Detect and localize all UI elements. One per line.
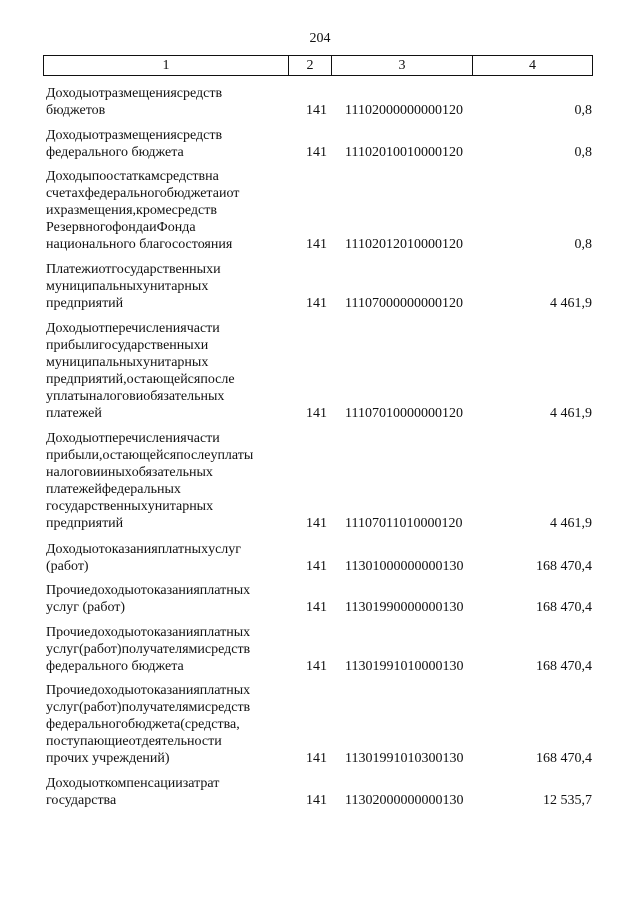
- word: платных: [199, 625, 251, 640]
- word: услуг: [46, 642, 79, 657]
- admin-code: 141: [306, 600, 327, 615]
- amount: 168 470,4: [536, 659, 592, 674]
- admin-code: 141: [306, 237, 327, 252]
- amount: 4 461,9: [550, 406, 592, 421]
- row-description: [46, 430, 283, 532]
- word: прибыли: [46, 338, 99, 353]
- word: средств: [159, 169, 206, 184]
- amount: 168 470,4: [536, 559, 592, 574]
- word: Прочие: [46, 625, 91, 640]
- word: остающейся: [102, 448, 177, 463]
- description-line: [46, 733, 283, 750]
- word: муниципальных: [46, 355, 143, 370]
- word: доходы: [90, 625, 134, 640]
- admin-code: 141: [306, 103, 327, 118]
- description-line: предприятий: [46, 516, 124, 531]
- word: иных: [100, 465, 132, 480]
- word: услуг: [208, 542, 242, 557]
- word: деятельности: [141, 734, 222, 749]
- budget-code: 11301991010000130: [345, 659, 464, 674]
- description-line: [46, 582, 283, 599]
- word: Доходы: [46, 128, 92, 143]
- row-description: [46, 582, 283, 616]
- description-line: [46, 388, 283, 405]
- word: платных: [199, 583, 251, 598]
- word: услуг: [46, 700, 79, 715]
- description-line: (работ): [46, 559, 89, 574]
- description-line: бюджетов: [46, 103, 106, 118]
- row-description: [46, 85, 283, 119]
- row-description: [46, 775, 283, 809]
- row-description: [46, 127, 283, 161]
- row-description: [46, 624, 283, 675]
- word: бюджета: [166, 186, 219, 201]
- description-line: федерального бюджета: [46, 145, 184, 160]
- budget-code: 11302000000000130: [345, 793, 464, 808]
- word: на: [205, 169, 219, 184]
- description-line: [46, 354, 283, 371]
- table-row: [0, 85, 640, 119]
- description-line: [46, 85, 283, 102]
- word: Доходы: [46, 169, 92, 184]
- word: государственных: [46, 499, 148, 514]
- word: размещения: [104, 86, 177, 101]
- word: Платежи: [46, 262, 99, 277]
- word: средств: [204, 642, 251, 657]
- row-description: [46, 261, 283, 312]
- description-line: [46, 168, 283, 185]
- word: и: [213, 262, 221, 277]
- budget-code: 11301991010300130: [345, 751, 464, 766]
- word: средств: [171, 203, 217, 218]
- word: Доходы: [46, 776, 92, 791]
- word: унитарных: [142, 355, 209, 370]
- description-line: [46, 185, 283, 202]
- table-row: [0, 320, 640, 422]
- word: Доходы: [46, 86, 92, 101]
- word: федеральных: [101, 482, 181, 497]
- word: средств: [176, 86, 223, 101]
- word: затрат: [182, 776, 220, 791]
- admin-code: 141: [306, 793, 327, 808]
- table-row: [0, 582, 640, 616]
- word: от: [91, 128, 105, 143]
- table-row: [0, 127, 640, 161]
- amount: 0,8: [574, 237, 592, 252]
- word: и: [92, 465, 101, 480]
- word: и: [200, 338, 209, 353]
- word: части: [186, 431, 220, 446]
- table-row: [0, 430, 640, 532]
- word: и: [149, 220, 157, 235]
- description-line: национального благосостояния: [46, 237, 233, 252]
- table-row: [0, 261, 640, 312]
- word: по: [91, 169, 107, 184]
- description-line: [46, 641, 283, 658]
- word: от: [133, 583, 147, 598]
- word: федерального: [46, 717, 129, 732]
- word: и: [135, 389, 144, 404]
- row-description: [46, 320, 283, 422]
- budget-code: 11301000000000130: [345, 559, 464, 574]
- description-line: [46, 682, 283, 699]
- word: перечисления: [104, 431, 187, 446]
- amount: 4 461,9: [550, 516, 592, 531]
- description-line: федерального бюджета: [46, 659, 184, 674]
- description-line: [46, 430, 283, 447]
- word: уплаты: [46, 389, 89, 404]
- word: Доходы: [46, 431, 92, 446]
- word: (средства,: [180, 717, 240, 732]
- amount: 0,8: [574, 103, 592, 118]
- header-col-3: 3: [398, 58, 406, 73]
- word: от: [91, 86, 105, 101]
- word: обязательных: [131, 465, 213, 480]
- word: размещения,: [60, 203, 137, 218]
- word: оказания: [104, 542, 158, 557]
- word: компенсации: [104, 776, 183, 791]
- word: от: [91, 321, 105, 336]
- description-line: [46, 716, 283, 733]
- table-row: [0, 168, 640, 253]
- description-line: [46, 202, 283, 219]
- description-line: прочих учреждений): [46, 751, 170, 766]
- word: государственных: [111, 262, 214, 277]
- word: размещения: [104, 128, 177, 143]
- word: от: [91, 542, 105, 557]
- row-description: [46, 168, 283, 253]
- admin-code: 141: [306, 751, 327, 766]
- word: средств: [176, 128, 223, 143]
- word: кроме: [136, 203, 172, 218]
- description-line: государства: [46, 793, 117, 808]
- table-row: [0, 682, 640, 767]
- word: фонда: [112, 220, 150, 235]
- word: Резервного: [46, 220, 113, 235]
- word: их: [46, 203, 61, 218]
- description-line: [46, 371, 283, 388]
- table-row: [0, 775, 640, 809]
- word: унитарных: [147, 499, 214, 514]
- word: Доходы: [46, 321, 92, 336]
- word: Прочие: [46, 683, 91, 698]
- word: от: [91, 776, 105, 791]
- amount: 168 470,4: [536, 751, 592, 766]
- description-line: [46, 464, 283, 481]
- word: платных: [157, 542, 209, 557]
- description-line: [46, 699, 283, 716]
- description-line: [46, 481, 283, 498]
- amount: 4 461,9: [550, 296, 592, 311]
- word: получателями: [121, 642, 205, 657]
- description-line: услуг (работ): [46, 600, 126, 615]
- budget-code: 11102012010000120: [345, 237, 463, 252]
- description-line: [46, 320, 283, 337]
- word: предприятий,: [46, 372, 127, 387]
- amount: 0,8: [574, 145, 592, 160]
- word: средств: [204, 700, 251, 715]
- header-col-1: 1: [162, 58, 170, 73]
- word: налогов: [46, 465, 93, 480]
- word: от: [133, 683, 147, 698]
- word: (работ): [78, 700, 122, 715]
- word: доходы: [90, 683, 134, 698]
- word: платных: [199, 683, 251, 698]
- admin-code: 141: [306, 145, 327, 160]
- word: остаткам: [106, 169, 160, 184]
- word: (работ): [78, 642, 122, 657]
- description-line: [46, 541, 283, 558]
- word: уплаты: [210, 448, 254, 463]
- page-number: 204: [309, 31, 331, 46]
- word: от: [91, 431, 105, 446]
- word: от: [98, 262, 112, 277]
- word: доходы: [90, 583, 134, 598]
- budget-code: 11301990000000130: [345, 600, 464, 615]
- word: и: [218, 186, 227, 201]
- description-line: [46, 447, 283, 464]
- budget-code: 11107011010000120: [345, 516, 463, 531]
- row-description: [46, 682, 283, 767]
- word: Доходы: [46, 542, 92, 557]
- budget-code: 11107000000000120: [345, 296, 463, 311]
- admin-code: 141: [306, 406, 327, 421]
- word: после: [176, 448, 211, 463]
- table-header: [43, 55, 593, 76]
- admin-code: 141: [306, 559, 327, 574]
- word: оказания: [146, 625, 200, 640]
- word: унитарных: [142, 279, 209, 294]
- description-line: [46, 337, 283, 354]
- budget-code: 11107010000000120: [345, 406, 463, 421]
- description-line: [46, 624, 283, 641]
- description-line: [46, 127, 283, 144]
- budget-code: 11102000000000120: [345, 103, 463, 118]
- table-row: [0, 624, 640, 675]
- word: оказания: [146, 683, 200, 698]
- word: от: [226, 186, 240, 201]
- word: перечисления: [104, 321, 187, 336]
- admin-code: 141: [306, 296, 327, 311]
- word: от: [133, 625, 147, 640]
- amount: 12 535,7: [543, 793, 592, 808]
- word: Прочие: [46, 583, 91, 598]
- word: обязательных: [143, 389, 225, 404]
- budget-code: 11102010010000120: [345, 145, 463, 160]
- word: части: [186, 321, 220, 336]
- word: бюджета: [128, 717, 181, 732]
- word: Фонда: [156, 220, 196, 235]
- header-col-4: 4: [529, 58, 536, 73]
- word: прибыли,: [46, 448, 103, 463]
- word: муниципальных: [46, 279, 143, 294]
- word: остающейся: [126, 372, 201, 387]
- word: федерального: [84, 186, 167, 201]
- word: от: [128, 734, 142, 749]
- word: счетах: [46, 186, 85, 201]
- description-line: предприятий: [46, 296, 124, 311]
- word: государственных: [99, 338, 201, 353]
- description-line: платежей: [46, 406, 102, 421]
- admin-code: 141: [306, 516, 327, 531]
- amount: 168 470,4: [536, 600, 592, 615]
- description-line: [46, 261, 283, 278]
- description-line: [46, 219, 283, 236]
- row-description: [46, 541, 283, 575]
- word: поступающие: [46, 734, 129, 749]
- word: после: [200, 372, 235, 387]
- word: оказания: [146, 583, 200, 598]
- word: платежей: [46, 482, 102, 497]
- description-line: [46, 278, 283, 295]
- description-line: [46, 498, 283, 515]
- word: налогов: [88, 389, 136, 404]
- header-col-2: 2: [306, 58, 314, 73]
- description-line: [46, 775, 283, 792]
- admin-code: 141: [306, 659, 327, 674]
- table-row: [0, 541, 640, 575]
- word: получателями: [121, 700, 205, 715]
